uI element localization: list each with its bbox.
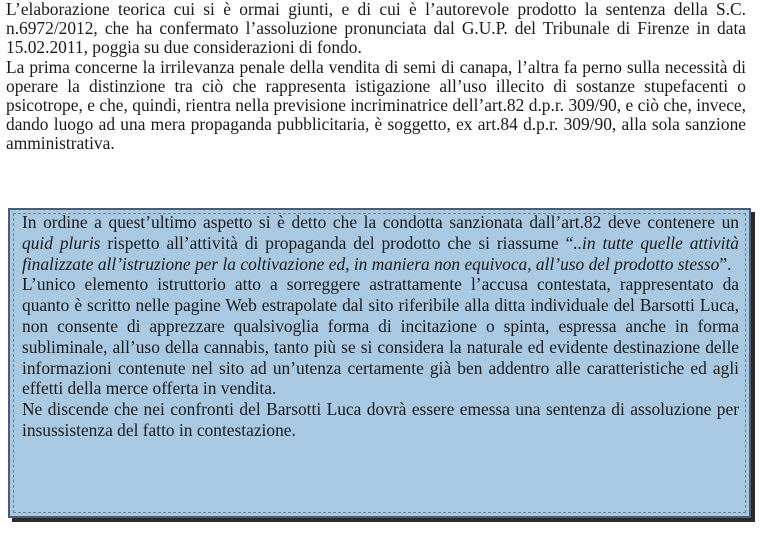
intro-text-block [6,0,746,154]
highlighted-quote-box [8,208,751,518]
paragraph-evidence: L’unico elemento istruttorio atto a sorreggere astrattamente l’accusa contestata, rappresentato da quanto è scritto nelle pagine Web estrapolate dal sito riferibile alla ditta individuale del Barsotti Luca, non consente di apprezzare qualsivoglia forma di incitazione o spinta, espressa anche in forma subliminale, all’uso della cannabis, tanto più se si considera la naturale ed evidente destinazione delle informazioni contenute nel sito ad un’utenza certamente già ben addentro alle caratteristiche ed agli effetti della merce offerta in vendita. [22,274,739,399]
p1-italic-quote: ..in tutte quelle attività finalizzate all’istruzione per la coltivazione ed, in maniera non equivoca, all’uso del prodotto stesso [22,232,740,274]
p1-italic-quid-pluris: quid pluris [22,232,101,253]
paragraph-conclusion: Ne discende che nei confronti del Barsotti Luca dovrà essere emessa una sentenza di assoluzione per insussistenza del fatto in contestazione. [22,399,739,440]
p1-text-3: ”. [719,253,732,274]
paragraph-quid-pluris [22,212,739,274]
paragraph-first-consideration: La prima concerne la irrilevanza penale della vendita di semi di canapa, l’altra fa perno sulla necessità di operare la distinzione tra ciò che rappresenta istigazione all’uso illecito di sostanze stupefacenti o psicotrope, e che, quindi, rientra nella previsione incriminatrice dell’art.82 d.p.r. 309/90, e ciò che, invece, dando luogo ad una mera propaganda pubblicitaria, è soggetto, ex art.84 d.p.r. 309/90, alla sola sanzione amministrativa. [6,56,746,154]
p1-text-2: rispetto all’attività di propaganda del prodotto che si riassume “ [100,232,574,253]
paragraph-intro: L’elaborazione teorica cui si è ormai giunti, e di cui è l’autorevole prodotto la sentenza della S.C. n.6972/2012, che ha confermato l’assoluzione pronunciata dal G.U.P. del Tribunale di Firenze in data 15.02.2011, poggia su due considerazioni di fondo. [6,0,746,58]
p1-text-1: In ordine a quest’ultimo aspetto si è detto che la condotta sanzionata dall’art.82 deve contenere un [22,212,739,232]
